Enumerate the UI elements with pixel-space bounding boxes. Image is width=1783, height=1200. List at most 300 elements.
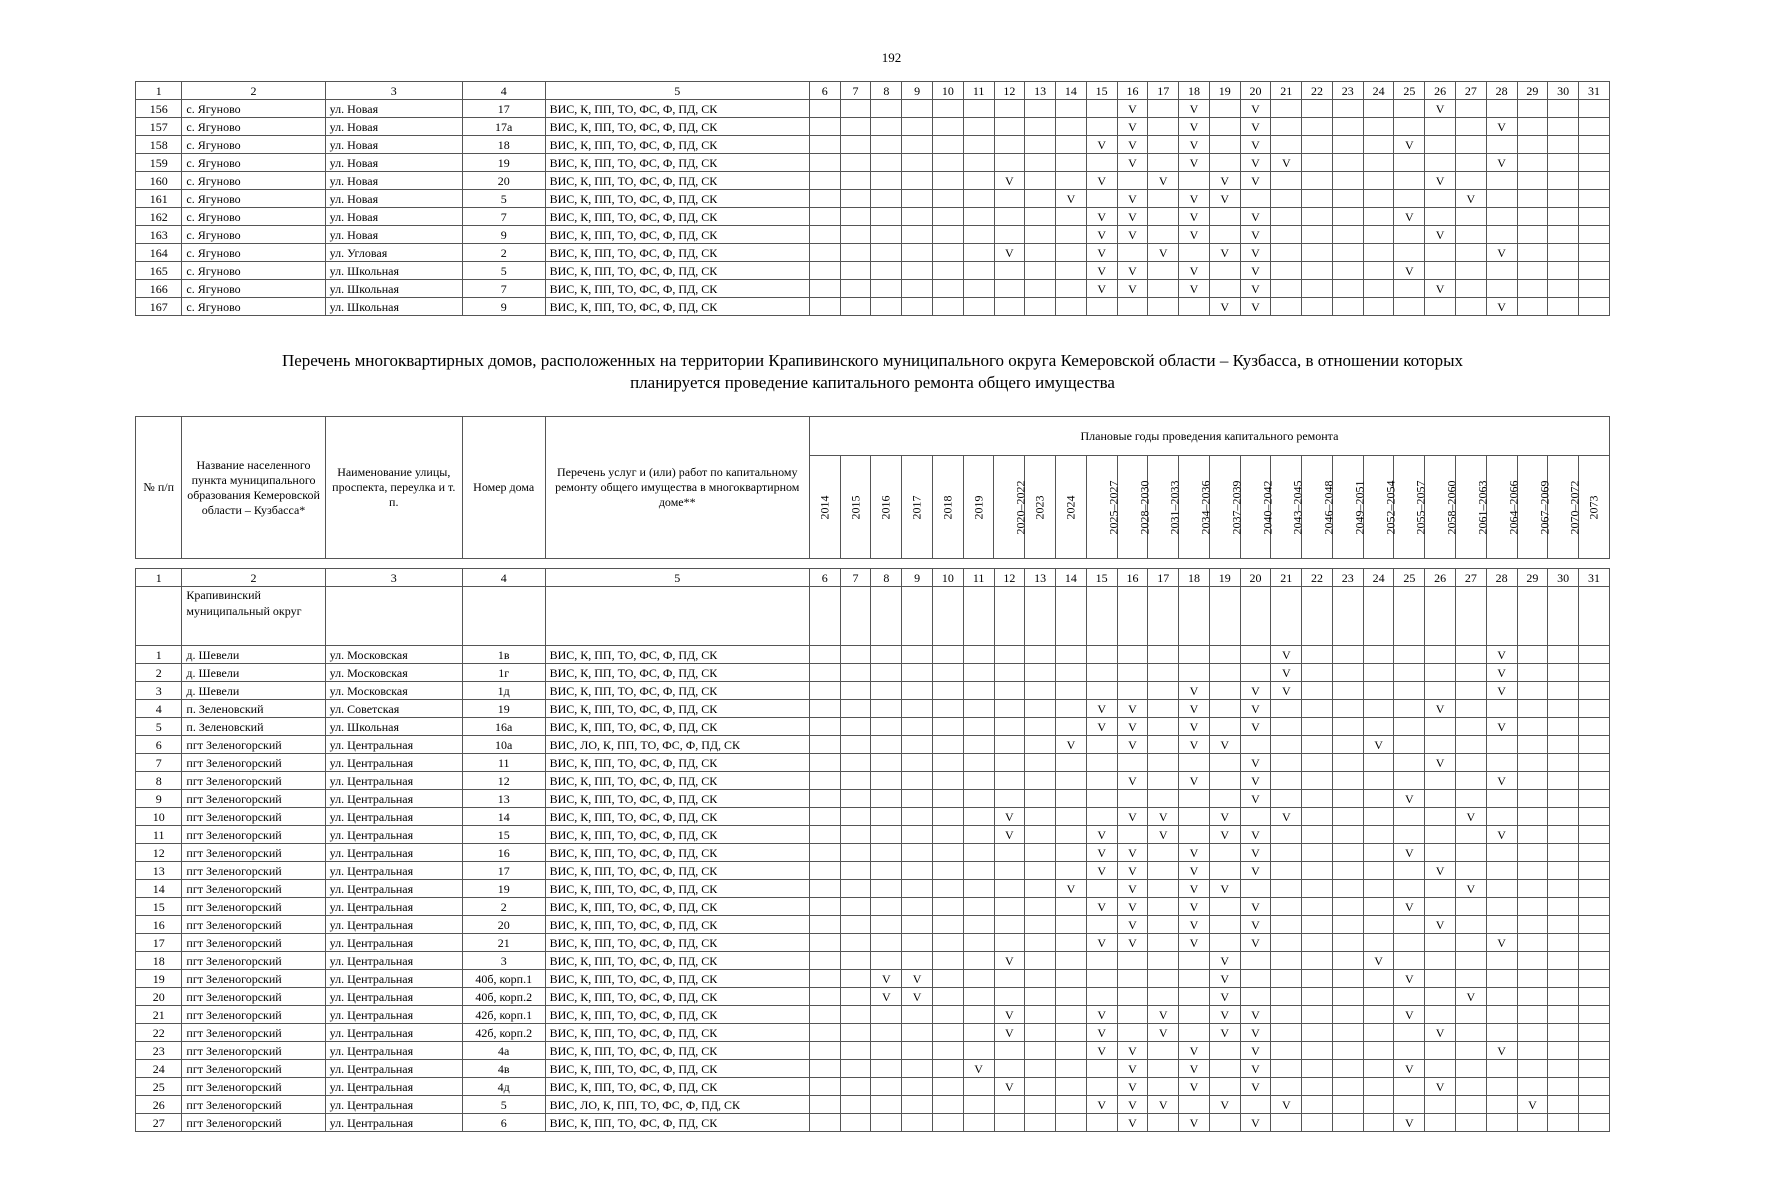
locality: с. Ягуново bbox=[182, 118, 325, 136]
year-cell bbox=[1579, 244, 1610, 262]
row-number: 163 bbox=[136, 226, 182, 244]
street: ул. Центральная bbox=[325, 952, 462, 970]
year-check-mark: V bbox=[1209, 1024, 1240, 1042]
column-number: 19 bbox=[1209, 82, 1240, 100]
year-cell bbox=[1579, 226, 1610, 244]
header-year-label: 2034–2036 bbox=[1198, 480, 1213, 534]
column-number: 26 bbox=[1425, 82, 1456, 100]
year-cell bbox=[1363, 190, 1394, 208]
year-cell bbox=[1363, 1060, 1394, 1078]
year-check-mark: V bbox=[1486, 154, 1517, 172]
locality: пгт Зеленогорский bbox=[182, 916, 325, 934]
year-cell bbox=[1486, 136, 1517, 154]
year-cell bbox=[932, 1006, 963, 1024]
year-check-mark: V bbox=[1425, 280, 1456, 298]
year-cell bbox=[902, 1078, 933, 1096]
year-cell bbox=[994, 664, 1025, 682]
year-cell bbox=[994, 1042, 1025, 1060]
year-check-mark: V bbox=[1394, 208, 1425, 226]
year-cell bbox=[1486, 172, 1517, 190]
year-cell bbox=[809, 934, 840, 952]
table-row bbox=[136, 136, 1610, 154]
year-cell bbox=[840, 934, 871, 952]
document-title bbox=[135, 350, 1610, 394]
locality: пгт Зеленогорский bbox=[182, 952, 325, 970]
year-check-mark: V bbox=[1209, 172, 1240, 190]
row-number: 16 bbox=[136, 916, 182, 934]
column-number: 4 bbox=[462, 569, 545, 587]
year-cell bbox=[809, 808, 840, 826]
locality: с. Ягуново bbox=[182, 208, 325, 226]
house-number: 13 bbox=[462, 790, 545, 808]
year-cell bbox=[1332, 136, 1363, 154]
year-cell bbox=[1271, 244, 1302, 262]
header-year bbox=[1086, 456, 1121, 559]
year-cell bbox=[963, 718, 994, 736]
year-cell bbox=[1302, 682, 1333, 700]
column-number: 9 bbox=[902, 82, 933, 100]
header-year bbox=[1302, 456, 1336, 559]
year-cell bbox=[1302, 1042, 1333, 1060]
year-cell bbox=[994, 934, 1025, 952]
year-cell bbox=[1025, 808, 1056, 826]
year-cell bbox=[1363, 988, 1394, 1006]
locality: пгт Зеленогорский bbox=[182, 772, 325, 790]
year-check-mark: V bbox=[1179, 880, 1210, 898]
year-check-mark: V bbox=[1179, 772, 1210, 790]
year-cell bbox=[1056, 1006, 1087, 1024]
header-year-label: 2014 bbox=[817, 495, 832, 519]
year-cell bbox=[994, 916, 1025, 934]
year-cell bbox=[902, 646, 933, 664]
year-cell bbox=[1179, 664, 1210, 682]
year-cell bbox=[1579, 280, 1610, 298]
year-cell bbox=[1302, 862, 1333, 880]
year-cell bbox=[871, 952, 902, 970]
year-check-mark: V bbox=[1271, 682, 1302, 700]
year-cell bbox=[1332, 1114, 1363, 1132]
year-cell bbox=[1548, 862, 1579, 880]
year-cell bbox=[1455, 172, 1486, 190]
year-cell bbox=[1056, 808, 1087, 826]
year-cell bbox=[1025, 154, 1056, 172]
year-check-mark: V bbox=[1179, 844, 1210, 862]
year-cell bbox=[871, 646, 902, 664]
year-cell bbox=[994, 154, 1025, 172]
works-list: ВИС, К, ПП, ТО, ФС, Ф, ПД, СК bbox=[545, 1042, 809, 1060]
year-check-mark: V bbox=[1425, 916, 1456, 934]
works-list: ВИС, К, ПП, ТО, ФС, Ф, ПД, СК bbox=[545, 172, 809, 190]
year-cell bbox=[809, 826, 840, 844]
year-cell bbox=[1363, 898, 1394, 916]
year-cell bbox=[1425, 1006, 1456, 1024]
column-number: 30 bbox=[1548, 569, 1579, 587]
year-check-mark: V bbox=[1086, 1042, 1117, 1060]
year-cell bbox=[1394, 100, 1425, 118]
year-check-mark: V bbox=[1179, 916, 1210, 934]
year-check-mark: V bbox=[1486, 772, 1517, 790]
column-number: 27 bbox=[1455, 82, 1486, 100]
header-year-label: 2064–2066 bbox=[1506, 480, 1521, 534]
year-cell bbox=[1548, 1006, 1579, 1024]
year-check-mark: V bbox=[1394, 790, 1425, 808]
locality: пгт Зеленогорский bbox=[182, 1078, 325, 1096]
year-cell bbox=[1455, 736, 1486, 754]
year-check-mark: V bbox=[1056, 190, 1087, 208]
street: ул. Советская bbox=[325, 700, 462, 718]
year-cell bbox=[1332, 880, 1363, 898]
house-number: 21 bbox=[462, 934, 545, 952]
house-number: 40б, корп.1 bbox=[462, 970, 545, 988]
year-cell bbox=[1517, 664, 1548, 682]
year-cell bbox=[932, 280, 963, 298]
year-cell bbox=[1209, 136, 1240, 154]
row-number: 17 bbox=[136, 934, 182, 952]
year-cell bbox=[809, 754, 840, 772]
empty-cell bbox=[1056, 587, 1087, 646]
year-cell bbox=[932, 988, 963, 1006]
year-cell bbox=[1425, 808, 1456, 826]
year-cell bbox=[809, 1096, 840, 1114]
house-number: 4д bbox=[462, 1078, 545, 1096]
year-cell bbox=[1148, 772, 1179, 790]
year-cell bbox=[1455, 646, 1486, 664]
header-year-label: 2024 bbox=[1063, 495, 1078, 519]
year-check-mark: V bbox=[994, 826, 1025, 844]
row-number: 25 bbox=[136, 1078, 182, 1096]
table-row bbox=[136, 1114, 1610, 1132]
header-year-label: 2040–2042 bbox=[1260, 480, 1275, 534]
year-cell bbox=[1179, 646, 1210, 664]
year-cell bbox=[1517, 700, 1548, 718]
year-cell bbox=[1579, 298, 1610, 316]
year-cell bbox=[1455, 1006, 1486, 1024]
year-cell bbox=[1425, 718, 1456, 736]
year-cell bbox=[1455, 136, 1486, 154]
year-cell bbox=[902, 1060, 933, 1078]
year-check-mark: V bbox=[871, 970, 902, 988]
year-cell bbox=[1455, 754, 1486, 772]
empty-cell bbox=[1579, 587, 1610, 646]
year-cell bbox=[1025, 898, 1056, 916]
year-cell bbox=[932, 646, 963, 664]
table-row bbox=[136, 898, 1610, 916]
year-cell bbox=[1148, 700, 1179, 718]
year-cell bbox=[1548, 970, 1579, 988]
header-year-label: 2018 bbox=[940, 495, 955, 519]
column-number: 5 bbox=[545, 569, 809, 587]
column-number: 9 bbox=[902, 569, 933, 587]
year-cell bbox=[1363, 262, 1394, 280]
year-cell bbox=[902, 1096, 933, 1114]
year-cell bbox=[1332, 1042, 1363, 1060]
empty-cell bbox=[1271, 587, 1302, 646]
year-cell bbox=[1486, 700, 1517, 718]
year-cell bbox=[840, 1060, 871, 1078]
locality: пгт Зеленогорский bbox=[182, 844, 325, 862]
year-cell bbox=[1056, 244, 1087, 262]
year-cell bbox=[809, 226, 840, 244]
house-number: 9 bbox=[462, 226, 545, 244]
year-cell bbox=[1302, 952, 1333, 970]
header-year bbox=[1455, 456, 1490, 559]
year-cell bbox=[963, 790, 994, 808]
year-cell bbox=[994, 136, 1025, 154]
row-number: 3 bbox=[136, 682, 182, 700]
header-year-label: 2058–2060 bbox=[1444, 480, 1459, 534]
year-cell bbox=[1394, 226, 1425, 244]
year-cell bbox=[1271, 1042, 1302, 1060]
year-cell bbox=[1517, 1024, 1548, 1042]
year-cell bbox=[1271, 772, 1302, 790]
year-cell bbox=[902, 226, 933, 244]
year-check-mark: V bbox=[1179, 208, 1210, 226]
empty-cell bbox=[1117, 587, 1148, 646]
empty-cell bbox=[1548, 587, 1579, 646]
empty-cell bbox=[1025, 587, 1056, 646]
year-cell bbox=[1579, 208, 1610, 226]
year-cell bbox=[902, 280, 933, 298]
year-cell bbox=[1179, 952, 1210, 970]
year-cell bbox=[1271, 136, 1302, 154]
year-check-mark: V bbox=[1240, 754, 1271, 772]
year-cell bbox=[932, 154, 963, 172]
header-year-label: 2049–2051 bbox=[1352, 480, 1367, 534]
year-check-mark: V bbox=[1240, 154, 1271, 172]
year-cell bbox=[1517, 772, 1548, 790]
year-cell bbox=[1240, 970, 1271, 988]
header-year bbox=[809, 456, 840, 559]
row-number: 8 bbox=[136, 772, 182, 790]
row-number: 157 bbox=[136, 118, 182, 136]
year-cell bbox=[871, 790, 902, 808]
page-number: 192 bbox=[881, 50, 902, 65]
year-cell bbox=[871, 718, 902, 736]
year-cell bbox=[1579, 772, 1610, 790]
house-number: 1г bbox=[462, 664, 545, 682]
year-cell bbox=[871, 826, 902, 844]
year-cell bbox=[1148, 118, 1179, 136]
header-year bbox=[871, 456, 902, 559]
year-cell bbox=[1025, 1006, 1056, 1024]
year-cell bbox=[1394, 862, 1425, 880]
locality: пгт Зеленогорский bbox=[182, 970, 325, 988]
year-check-mark: V bbox=[1117, 862, 1148, 880]
year-check-mark: V bbox=[1086, 244, 1117, 262]
table-row bbox=[136, 646, 1610, 664]
year-cell bbox=[1086, 880, 1117, 898]
year-cell bbox=[1363, 646, 1394, 664]
year-cell bbox=[871, 1042, 902, 1060]
year-cell bbox=[932, 736, 963, 754]
year-check-mark: V bbox=[1455, 988, 1486, 1006]
year-cell bbox=[1548, 718, 1579, 736]
year-check-mark: V bbox=[1148, 1024, 1179, 1042]
year-cell bbox=[1455, 664, 1486, 682]
empty-cell bbox=[994, 587, 1025, 646]
year-cell bbox=[1025, 172, 1056, 190]
year-cell bbox=[963, 226, 994, 244]
year-cell bbox=[902, 736, 933, 754]
year-cell bbox=[1302, 1114, 1333, 1132]
year-cell bbox=[1517, 1042, 1548, 1060]
year-cell bbox=[1332, 700, 1363, 718]
year-check-mark: V bbox=[1117, 898, 1148, 916]
year-cell bbox=[1455, 790, 1486, 808]
year-cell bbox=[1363, 754, 1394, 772]
year-check-mark: V bbox=[1117, 208, 1148, 226]
year-check-mark: V bbox=[1394, 1060, 1425, 1078]
year-cell bbox=[1086, 1078, 1117, 1096]
house-number: 19 bbox=[462, 154, 545, 172]
table-row bbox=[136, 916, 1610, 934]
row-number: 19 bbox=[136, 970, 182, 988]
locality: с. Ягуново bbox=[182, 280, 325, 298]
year-cell bbox=[1332, 808, 1363, 826]
locality: пгт Зеленогорский bbox=[182, 934, 325, 952]
year-check-mark: V bbox=[1117, 226, 1148, 244]
empty-cell bbox=[1455, 587, 1486, 646]
year-cell bbox=[1394, 682, 1425, 700]
year-cell bbox=[1302, 700, 1333, 718]
year-cell bbox=[1271, 172, 1302, 190]
year-cell bbox=[809, 244, 840, 262]
year-cell bbox=[809, 700, 840, 718]
year-cell bbox=[1271, 190, 1302, 208]
table-row bbox=[136, 664, 1610, 682]
year-cell bbox=[1302, 226, 1333, 244]
year-cell bbox=[871, 844, 902, 862]
year-cell bbox=[1486, 1078, 1517, 1096]
year-check-mark: V bbox=[1117, 280, 1148, 298]
year-cell bbox=[1486, 1024, 1517, 1042]
year-cell bbox=[1271, 880, 1302, 898]
header-year bbox=[1209, 456, 1244, 559]
street: ул. Центральная bbox=[325, 1114, 462, 1132]
year-cell bbox=[1548, 172, 1579, 190]
locality: с. Ягуново bbox=[182, 262, 325, 280]
year-cell bbox=[1332, 754, 1363, 772]
year-cell bbox=[1148, 100, 1179, 118]
year-check-mark: V bbox=[1117, 700, 1148, 718]
year-cell bbox=[1302, 988, 1333, 1006]
year-cell bbox=[1548, 844, 1579, 862]
house-number: 40б, корп.2 bbox=[462, 988, 545, 1006]
header-year bbox=[902, 456, 933, 559]
year-cell bbox=[1209, 934, 1240, 952]
locality: с. Ягуново bbox=[182, 190, 325, 208]
year-cell bbox=[1179, 970, 1210, 988]
year-cell bbox=[1332, 1078, 1363, 1096]
year-cell bbox=[1025, 262, 1056, 280]
year-cell bbox=[1302, 244, 1333, 262]
year-cell bbox=[1363, 136, 1394, 154]
year-cell bbox=[1425, 772, 1456, 790]
year-cell bbox=[1486, 898, 1517, 916]
year-cell bbox=[1302, 916, 1333, 934]
title-line-1: Перечень многоквартирных домов, расположенных на территории Крапивинского муниципального округа Кемеровской области – Кузбасса, в отношении которых bbox=[281, 351, 1464, 370]
year-cell bbox=[1302, 772, 1333, 790]
year-cell bbox=[1332, 190, 1363, 208]
year-cell bbox=[902, 262, 933, 280]
year-check-mark: V bbox=[1209, 988, 1240, 1006]
empty-cell bbox=[809, 587, 840, 646]
year-cell bbox=[902, 826, 933, 844]
year-cell bbox=[994, 646, 1025, 664]
year-cell bbox=[1579, 136, 1610, 154]
year-cell bbox=[1425, 826, 1456, 844]
row-number: 13 bbox=[136, 862, 182, 880]
year-cell bbox=[1548, 280, 1579, 298]
year-check-mark: V bbox=[1363, 736, 1394, 754]
house-number: 20 bbox=[462, 916, 545, 934]
year-cell bbox=[963, 100, 994, 118]
column-number: 25 bbox=[1394, 82, 1425, 100]
column-number: 6 bbox=[809, 569, 840, 587]
year-check-mark: V bbox=[1117, 736, 1148, 754]
year-cell bbox=[1332, 1006, 1363, 1024]
year-cell bbox=[932, 226, 963, 244]
year-cell bbox=[1148, 682, 1179, 700]
year-check-mark: V bbox=[1486, 826, 1517, 844]
empty-cell bbox=[1332, 587, 1363, 646]
year-cell bbox=[1332, 790, 1363, 808]
year-cell bbox=[1394, 154, 1425, 172]
locality: с. Ягуново bbox=[182, 136, 325, 154]
year-cell bbox=[1517, 790, 1548, 808]
house-number: 17 bbox=[462, 862, 545, 880]
year-cell bbox=[1025, 244, 1056, 262]
year-cell bbox=[1025, 226, 1056, 244]
year-cell bbox=[1425, 682, 1456, 700]
empty-cell bbox=[325, 587, 462, 646]
table-row bbox=[136, 736, 1610, 754]
year-cell bbox=[1394, 988, 1425, 1006]
year-cell bbox=[840, 208, 871, 226]
year-cell bbox=[963, 1096, 994, 1114]
year-cell bbox=[1148, 190, 1179, 208]
column-number: 29 bbox=[1517, 569, 1548, 587]
year-check-mark: V bbox=[1394, 136, 1425, 154]
year-cell bbox=[1548, 208, 1579, 226]
year-check-mark: V bbox=[1086, 826, 1117, 844]
row-number: 22 bbox=[136, 1024, 182, 1042]
year-cell bbox=[1394, 118, 1425, 136]
year-cell bbox=[1025, 208, 1056, 226]
year-cell bbox=[1025, 646, 1056, 664]
column-number: 15 bbox=[1086, 82, 1117, 100]
table-row bbox=[136, 1024, 1610, 1042]
year-cell bbox=[1209, 844, 1240, 862]
year-check-mark: V bbox=[1455, 190, 1486, 208]
year-check-mark: V bbox=[1240, 844, 1271, 862]
year-check-mark: V bbox=[1425, 862, 1456, 880]
year-cell bbox=[1025, 970, 1056, 988]
year-cell bbox=[1579, 844, 1610, 862]
year-cell bbox=[1332, 100, 1363, 118]
year-cell bbox=[1117, 754, 1148, 772]
year-cell bbox=[840, 844, 871, 862]
year-cell bbox=[1056, 754, 1087, 772]
year-cell bbox=[1271, 736, 1302, 754]
year-cell bbox=[994, 226, 1025, 244]
year-cell bbox=[1302, 880, 1333, 898]
year-cell bbox=[1517, 100, 1548, 118]
year-cell bbox=[902, 154, 933, 172]
year-cell bbox=[871, 172, 902, 190]
year-cell bbox=[1056, 1096, 1087, 1114]
year-cell bbox=[1148, 664, 1179, 682]
